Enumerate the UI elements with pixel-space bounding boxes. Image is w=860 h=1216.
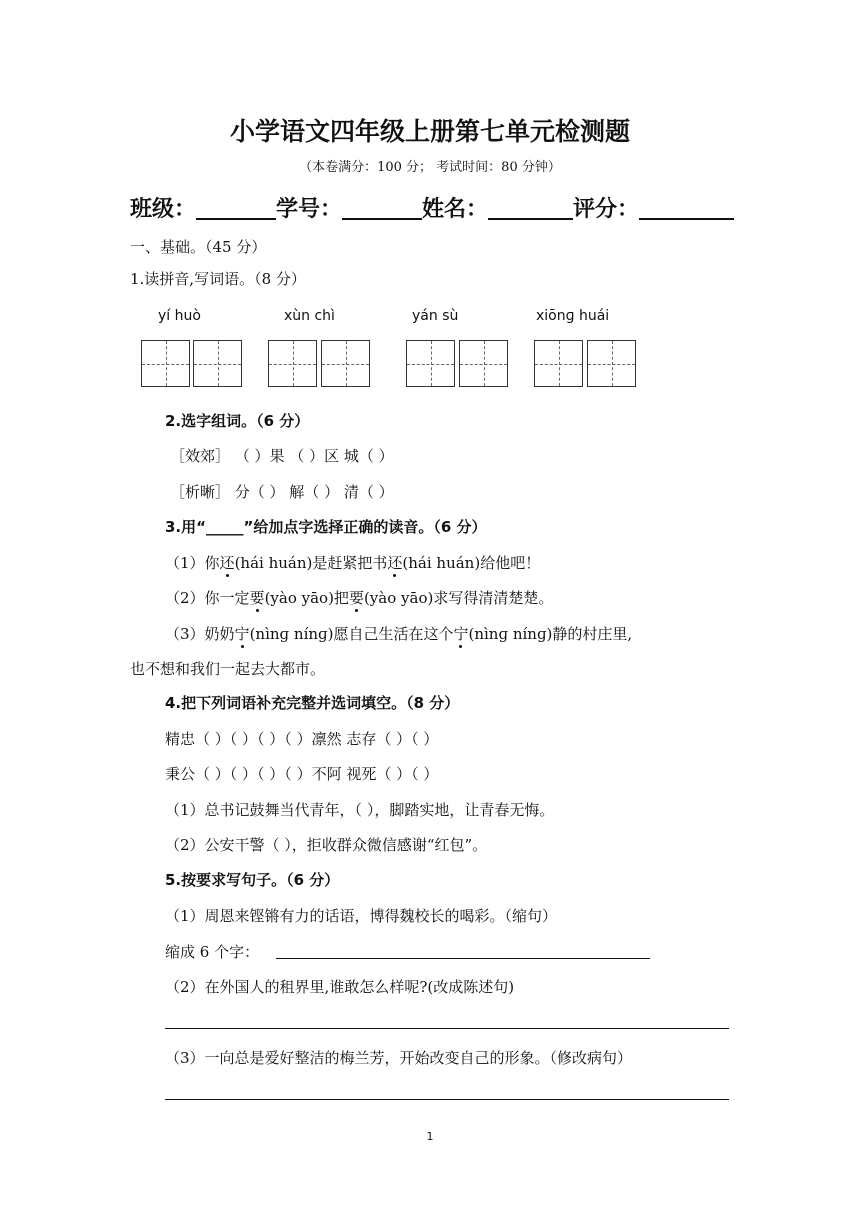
tianzige-box[interactable]	[534, 340, 583, 387]
dotted-char: 还	[219, 554, 235, 572]
section-1-heading: 一、基础。（45 分）	[130, 238, 267, 256]
pinyin-3: yán sù	[412, 308, 459, 324]
page-title: 小学语文四年级上册第七单元检测题	[229, 117, 630, 146]
answer-line[interactable]	[276, 958, 650, 959]
tianzige-box[interactable]	[268, 340, 317, 387]
dotted-char: 要	[249, 589, 265, 607]
name-label: 姓名：	[422, 197, 489, 222]
q4-sentence-1: （1）总书记鼓舞当代青年，（ ），脚踏实地，让青春无悔。	[165, 801, 555, 819]
class-blank[interactable]	[196, 196, 276, 220]
question-4-heading: 4.把下列词语补充完整并选词填空。（8 分）	[165, 694, 460, 712]
tianzige-box[interactable]	[459, 340, 508, 387]
answer-line[interactable]	[165, 1028, 729, 1029]
page-number: 1	[426, 1130, 434, 1143]
q3-sentence-2: （2）你一定要(yào yāo)把要(yào yāo)求写得清清楚楚。	[165, 589, 554, 607]
q5-sentence-2: （2）在外国人的租界里,谁敢怎么样呢?(改成陈述句)	[165, 978, 515, 996]
question-5-heading: 5.按要求写句子。（6 分）	[165, 871, 340, 889]
student-info-line	[130, 192, 734, 223]
dotted-char: 宁	[453, 625, 469, 643]
q2-row-2: ［析晰］ 分（ ） 解（ ） 清（ ）	[170, 483, 394, 501]
dotted-char: 宁	[234, 625, 250, 643]
question-1-heading: 1.读拼音,写词语。（8 分）	[130, 270, 306, 288]
score-blank[interactable]	[639, 196, 734, 220]
exam-info-subtitle: （本卷满分：100 分； 考试时间：80 分钟）	[299, 160, 561, 175]
q5-answer-label: 缩成 6 个字：	[165, 943, 260, 961]
tianzige-box[interactable]	[587, 340, 636, 387]
pinyin-2: xùn chì	[284, 308, 335, 324]
tianzige-box[interactable]	[321, 340, 370, 387]
answer-line[interactable]	[165, 1099, 729, 1100]
tianzige-box[interactable]	[406, 340, 455, 387]
question-2-heading: 2.选字组词。（6 分）	[165, 412, 310, 430]
q3-sentence-3-continued: 也不想和我们一起去大都市。	[130, 660, 326, 678]
q4-idiom-row-1: 精忠（ ）（ ）（ ）（ ）凛然 志存（ ）（ ）	[165, 730, 439, 748]
q3-sentence-3: （3）奶奶宁(nìnɡ nínɡ)愿自己生活在这个宁(nìnɡ nínɡ)静的村庄里,	[165, 625, 633, 643]
tianzige-box[interactable]	[193, 340, 242, 387]
q5-sentence-1: （1）周恩来铿锵有力的话语，博得魏校长的喝彩。（缩句）	[165, 907, 558, 925]
dotted-char: 还	[387, 554, 403, 572]
q3-sentence-1: （1）你还(hái huán)是赶紧把书还(hái huán)给他吧！	[165, 554, 541, 572]
question-3-heading: 3.用“_____”给加点字选择正确的读音。（6 分）	[165, 518, 487, 536]
tianzige-box[interactable]	[141, 340, 190, 387]
q5-sentence-3: （3）一向总是爱好整洁的梅兰芳，开始改变自己的形象。（修改病句）	[165, 1049, 633, 1067]
name-blank[interactable]	[488, 196, 573, 220]
student-id-label: 学号：	[276, 197, 343, 222]
q4-idiom-row-2: 秉公（ ）（ ）（ ）（ ）不阿 视死（ ）（ ）	[165, 765, 439, 783]
student-id-blank[interactable]	[342, 196, 422, 220]
q4-sentence-2: （2）公安干警（ ），拒收群众微信感谢“红包”。	[165, 836, 488, 854]
pinyin-1: yí huò	[158, 308, 201, 324]
score-label: 评分：	[573, 197, 640, 222]
q2-row-1: ［效郊］ （ ）果 （ ）区 城（ ）	[170, 447, 394, 465]
pinyin-4: xiōnɡ huái	[536, 308, 610, 324]
class-label: 班级：	[130, 197, 197, 222]
dotted-char: 要	[348, 589, 364, 607]
